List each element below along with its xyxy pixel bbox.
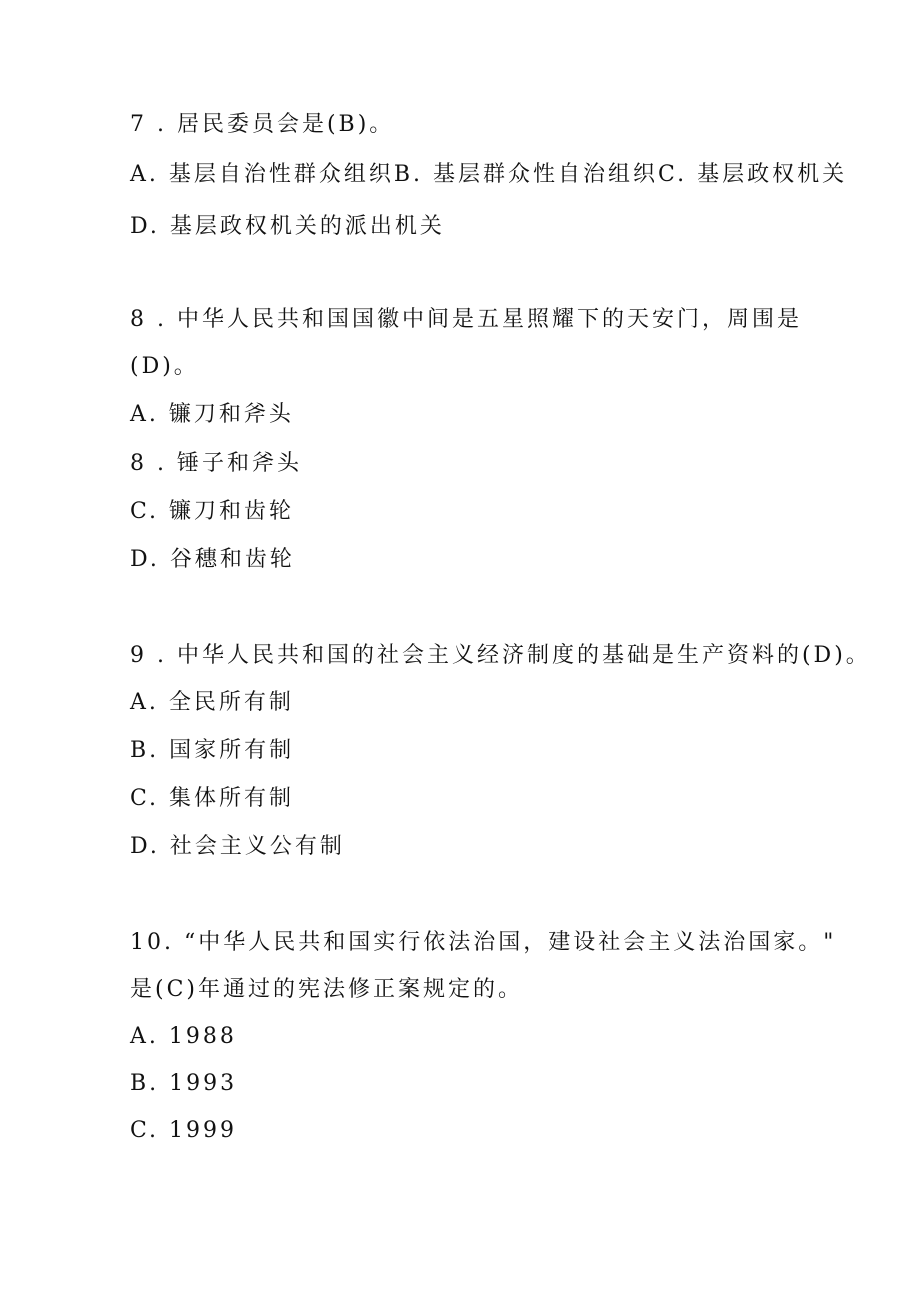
question-8-stem-line-1: 8 . 中华人民共和国国徽中间是五星照耀下的天安门，周围是: [130, 307, 802, 332]
question-10-option-c: C. 1999: [130, 1118, 238, 1143]
question-7-option-d: D. 基层政权机关的派出机关: [130, 214, 445, 239]
question-10-option-b: B. 1993: [130, 1071, 238, 1096]
question-8-option-b: 8 . 锤子和斧头: [130, 451, 302, 476]
question-7-stem: 7 . 居民委员会是(B)。: [130, 112, 395, 137]
question-8-option-c: C. 镰刀和齿轮: [130, 499, 295, 524]
question-10-stem-line-2: 是(C)年通过的宪法修正案规定的。: [130, 977, 524, 1002]
question-9-option-d: D. 社会主义公有制: [130, 834, 345, 859]
question-10-stem-line-1: 10. “中华人民共和国实行依法治国，建设社会主义法治国家。": [130, 930, 837, 955]
question-8-stem-line-2: (D)。: [130, 354, 199, 379]
question-9-stem: 9 . 中华人民共和国的社会主义经济制度的基础是生产资料的(D)。: [130, 643, 871, 668]
question-9-option-b: B. 国家所有制: [130, 738, 295, 763]
question-7-options-abc: A. 基层自治性群众组织B. 基层群众性自治组织C. 基层政权机关: [130, 162, 848, 187]
question-8-option-d: D. 谷穗和齿轮: [130, 547, 295, 572]
question-9-option-a: A. 全民所有制: [130, 690, 294, 715]
question-8-option-a: A. 镰刀和斧头: [130, 402, 294, 427]
question-10-option-a: A. 1988: [130, 1024, 237, 1049]
question-9-option-c: C. 集体所有制: [130, 786, 295, 811]
